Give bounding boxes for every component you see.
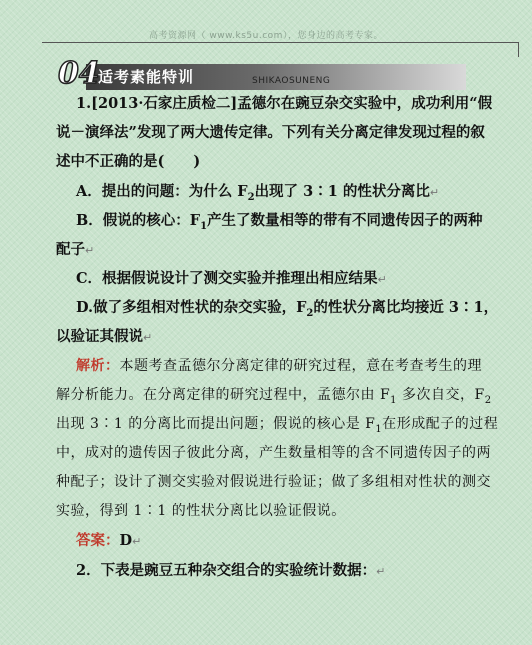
section-number: 04 [58,56,100,91]
answer: 答案：D↵ [76,532,142,549]
section-banner [56,58,466,92]
answer-label: 答案： [76,532,120,549]
q1-line1: 1.[2013·石家庄质检二]孟德尔在豌豆杂交实验中，成功利用“假 [76,95,493,112]
answer-value: D [119,532,133,549]
section-title: 适考素能特训 [98,68,195,86]
explanation-line1: 解析：本题考查孟德尔分离定律的研究过程，意在考查考生的理 [76,358,482,374]
option-b-line2: 配子↵ [56,241,95,258]
option-a: A．提出的问题：为什么 $F_2$出现了 3∶1 的性状分离比↵ [76,183,440,203]
option-d: D.做了多组相对性状的杂交实验，$F_2$的性状分离比均接近 3∶1， [76,299,499,319]
q1-line2: 说－演绎法”发现了两大遗传定律。下列有关分离定律发现过程的叙 [56,124,485,141]
explanation-line6: 实验，得到 1∶1 的性状分离比以验证假说。 [56,503,346,519]
watermark: 高考资源网（ www.ks5u.com），您身边的高考专家。 [149,31,383,41]
explanation-line2: 解分析能力。在分离定律的研究过程中，孟德尔由 $F_1$ 多次自交，$F_2$ [56,387,492,406]
explanation-line4: 中，成对的遗传因子彼此分离，产生数量相等的含不同遗传因子的两 [56,445,491,461]
option-b: B．假说的核心：$F_1$产生了数量相等的带有不同遗传因子的两种 [76,212,483,232]
page-frame [42,42,519,57]
section-pinyin: SHIKAOSUNENG [252,76,331,86]
option-c: C．根据假说设计了测交实验并推理出相应结果↵ [76,270,387,287]
explanation-line5: 种配子；设计了测交实验对假说进行验证；做了多组相对性状的测交 [56,474,491,490]
explanation-label: 解析： [76,358,120,374]
explanation-line3: 出现 3∶1 的分离比而提出问题；假说的核心是 $F_1$在形成配子的过程 [56,416,499,435]
q2-line1: 2．下表是豌豆五种杂交组合的实验统计数据：↵ [76,562,386,579]
option-d-line2: 以验证其假说↵ [56,328,153,345]
q1-line3: 述中不正确的是( ) [56,153,201,170]
